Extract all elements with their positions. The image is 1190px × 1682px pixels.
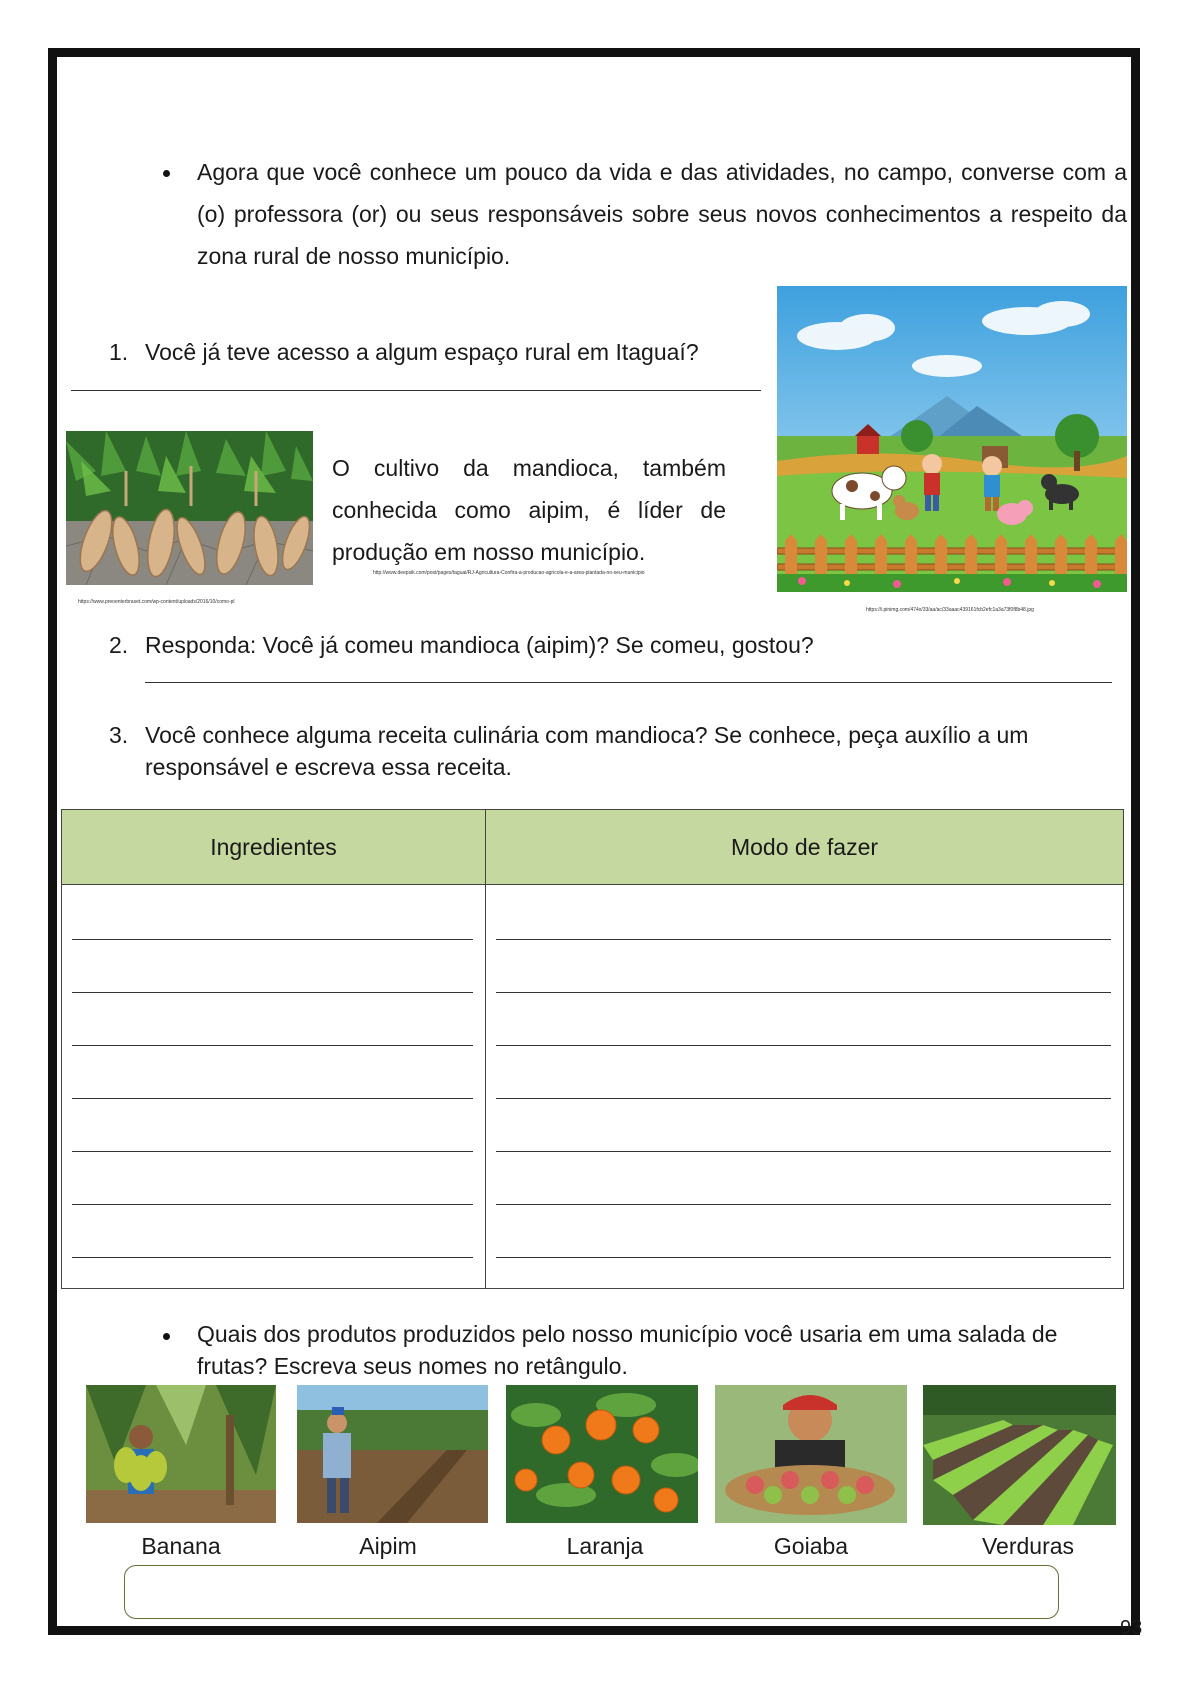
intro-paragraph: Agora que você conhece um pouco da vida e das atividades, no campo, converse com a (o) professora (or) ou seus responsáveis sobre seus novos conhecimentos a respeito da zona rural de nosso município. [197, 159, 1127, 269]
bullet-icon [163, 1333, 170, 1340]
method-line[interactable] [486, 1129, 1123, 1182]
ingredients-line[interactable] [62, 917, 485, 970]
method-line[interactable] [486, 1076, 1123, 1129]
ingredients-line[interactable] [62, 970, 485, 1023]
fruit-salad-question: Quais dos produtos produzidos pelo nosso município você usaria em uma salada de frutas? Escreva seus nomes no retângulo. [197, 1321, 1058, 1379]
ingredients-line[interactable] [62, 1023, 485, 1076]
bullet-icon [163, 170, 170, 177]
text-source-credit: http://www.deepsik.com/post/pages/taguai/RJ-Agricultura-Confira-a-producao-agricola-e-a-area-plantada-no-seu-municipio [373, 570, 645, 576]
page-number: 93 [1120, 1617, 1143, 1639]
method-line[interactable] [486, 970, 1123, 1023]
ingredients-line[interactable] [62, 1129, 485, 1182]
method-line[interactable] [486, 1235, 1123, 1288]
product-label-verduras: Verduras [981, 1533, 1075, 1559]
question-1-text: Você já teve acesso a algum espaço rural em Itaguaí? [145, 339, 699, 365]
question-3-text: Você conhece alguma receita culinária com mandioca? Se conhece, peça auxílio a um responsável e escreva essa receita. [145, 722, 1029, 780]
question-2-number: 2. [109, 632, 129, 658]
recipe-table [61, 809, 1124, 1289]
farm-illustration-credit: https://i.pinimg.com/474x/33/aa/ac/33aaac439161fcb2efc1a3a73f0f8b48.jpg [866, 607, 1034, 613]
question-3-number: 3. [109, 722, 129, 748]
ingredients-line[interactable] [62, 1235, 485, 1288]
product-label-laranja: Laranja [566, 1533, 644, 1559]
ingredients-line[interactable] [62, 1182, 485, 1235]
mandioca-paragraph: O cultivo da mandioca, também conhecida como aipim, é líder de produção em nosso município. [332, 455, 726, 565]
aipim-photo [297, 1385, 488, 1523]
goiaba-photo [715, 1385, 907, 1523]
product-label-banana: Banana [141, 1533, 221, 1559]
mandioca-photo-credit: https://www.preoenterbraset.com/wp-content/uploads/2016/10/como-pl [78, 599, 235, 605]
method-line[interactable] [486, 917, 1123, 970]
answer-line-2[interactable] [145, 682, 1112, 683]
ingredients-line[interactable] [62, 1076, 485, 1129]
verduras-photo [923, 1385, 1116, 1525]
mandioca-photo [66, 431, 313, 585]
product-label-goiaba: Goiaba [773, 1533, 849, 1559]
farm-illustration [777, 286, 1127, 592]
method-line[interactable] [486, 1182, 1123, 1235]
banana-photo [86, 1385, 276, 1523]
laranja-photo [506, 1385, 698, 1523]
ingredients-header: Ingredientes [62, 810, 486, 885]
method-header: Modo de fazer [486, 810, 1124, 885]
answer-line-1[interactable] [71, 390, 761, 391]
product-label-aipim: Aipim [359, 1533, 417, 1559]
question-2-text: Responda: Você já comeu mandioca (aipim)? Se comeu, gostou? [145, 632, 814, 658]
question-1-number: 1. [109, 339, 129, 365]
answer-rectangle[interactable] [124, 1565, 1059, 1619]
ingredients-cell[interactable] [62, 885, 486, 1289]
method-cell[interactable] [486, 885, 1124, 1289]
method-line[interactable] [486, 1023, 1123, 1076]
